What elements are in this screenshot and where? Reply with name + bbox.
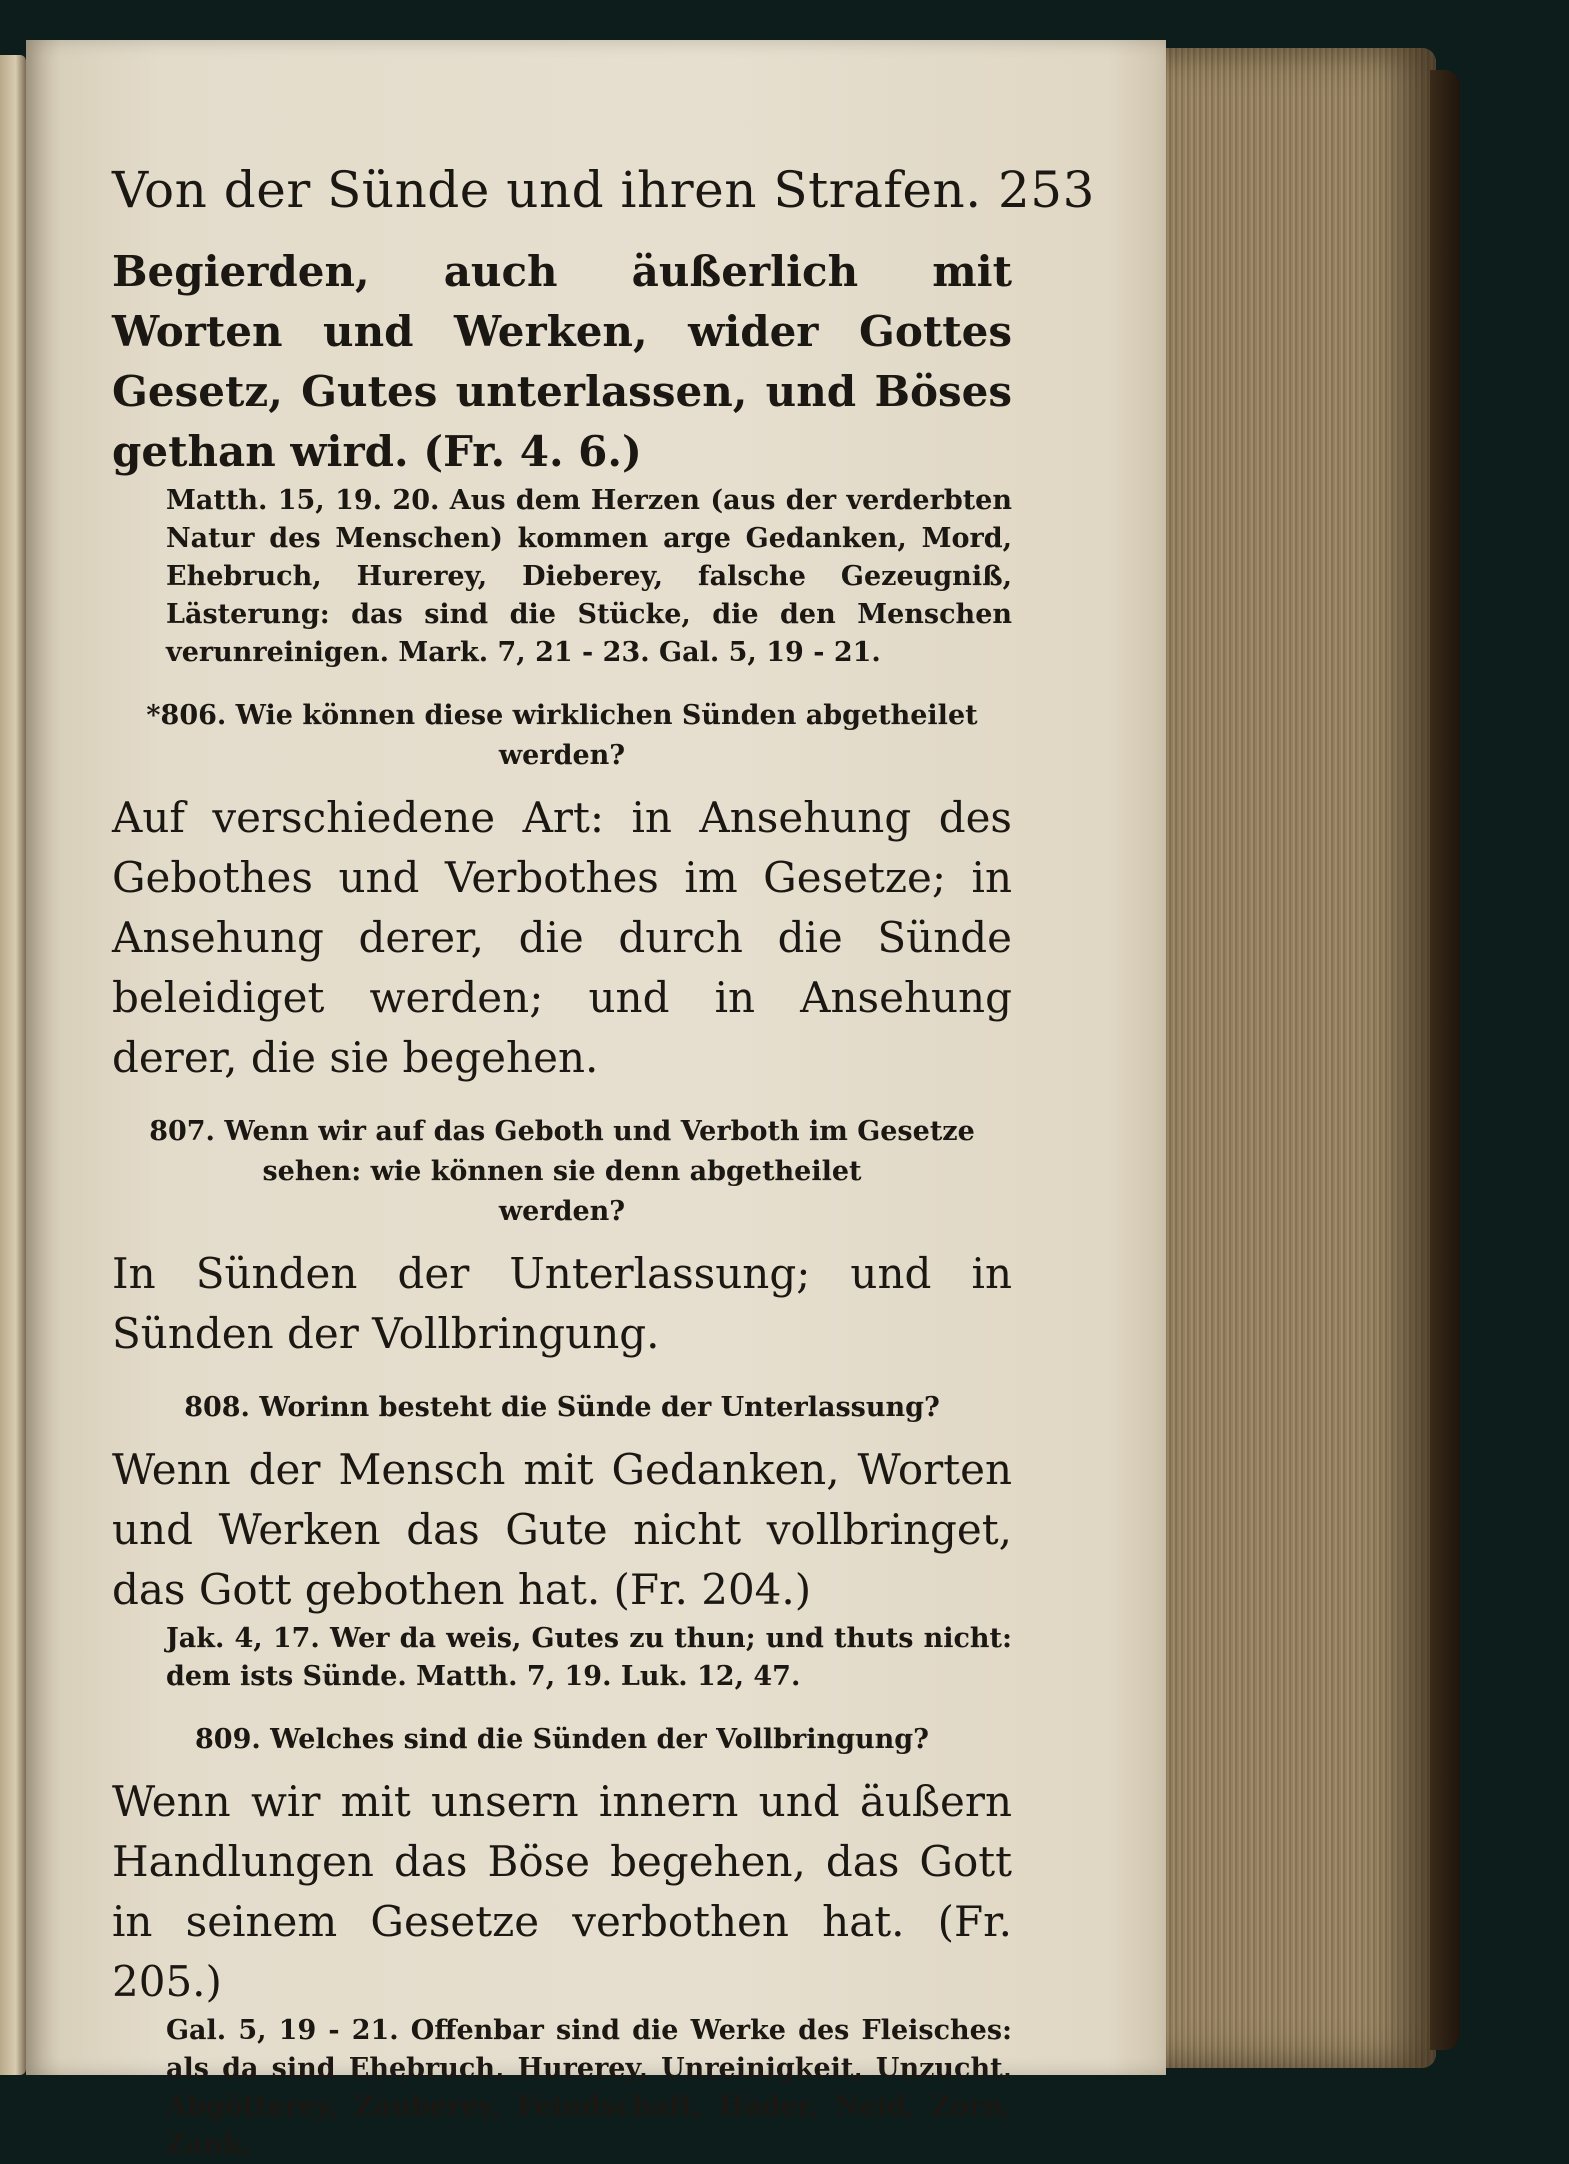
page-text bbox=[112, 160, 1095, 2164]
answer-805-continuation: Begierden, auch äußerlich mit Worten und Werken, wider Gottes Gesetz, Gutes unterlassen, und Böses gethan wird. (Fr. 4. 6.) bbox=[112, 247, 1012, 476]
question-807-line1: 807. Wenn wir auf das Geboth und Verboth im Gesetze bbox=[149, 1116, 975, 1147]
question-807-line3: werden? bbox=[498, 1196, 626, 1227]
question-809: 809. Welches sind die Sünden der Vollbringung? bbox=[195, 1724, 929, 1755]
bible-reference-808: Jak. 4, 17. Wer da weis, Gutes zu thun; und thuts nicht: dem ists Sünde. Matth. 7, 19. Luk. 12, 47. bbox=[166, 1623, 1012, 1692]
facing-page-edge bbox=[0, 55, 26, 2075]
bible-reference-805: Matth. 15, 19. 20. Aus dem Herzen (aus der verderbten Natur des Menschen) kommen arge Gedanken, Mord, Ehebruch, Hurerey, Dieberey, falsche Gezeugniß, Lästerung: das sind die Stücke, die den Menschen verunreinigen. Mark. 7, 21 - 23. Gal. 5, 19 - 21. bbox=[166, 485, 1012, 668]
answer-807: In Sünden der Unterlassung; und in Sünden der Vollbringung. bbox=[112, 1249, 1012, 1358]
running-head: Von der Sünde und ihren Strafen. 253 bbox=[112, 161, 1095, 219]
question-806-line1: *806. Wie können diese wirklichen Sünden abgetheilet bbox=[146, 700, 978, 731]
answer-806: Auf verschiedene Art: in Ansehung des Gebothes und Verbothes im Gesetze; in Ansehung derer, die durch die Sünde beleidiget werden; und in Ansehung derer, die sie begehen. bbox=[112, 793, 1012, 1082]
question-807-line2: sehen: wie können sie denn abgetheilet bbox=[262, 1156, 862, 1187]
question-806 bbox=[112, 696, 1012, 776]
answer-809: Wenn wir mit unsern innern und äußern Handlungen das Böse begehen, das Gott in seinem Gesetze verbothen hat. (Fr. 205.) bbox=[112, 1777, 1012, 2006]
question-806-line2: werden? bbox=[498, 740, 626, 771]
question-808: 808. Worinn besteht die Sünde der Unterlassung? bbox=[184, 1392, 940, 1423]
page-block-edges bbox=[1166, 48, 1436, 2068]
bible-reference-809: Gal. 5, 19 - 21. Offenbar sind die Werke des Fleisches: als da sind Ehebruch, Hurerey, Unreinigkeit, Unzucht, Abgötterey, Zauberey, Feindschaft, Hader, Neid, Zorn, Zank, bbox=[166, 2015, 1012, 2160]
question-807 bbox=[112, 1112, 1012, 1232]
book-cover bbox=[1430, 70, 1460, 2050]
answer-808: Wenn der Mensch mit Gedanken, Worten und Werken das Gute nicht vollbringet, das Gott gebothen hat. (Fr. 204.) bbox=[112, 1445, 1012, 1614]
